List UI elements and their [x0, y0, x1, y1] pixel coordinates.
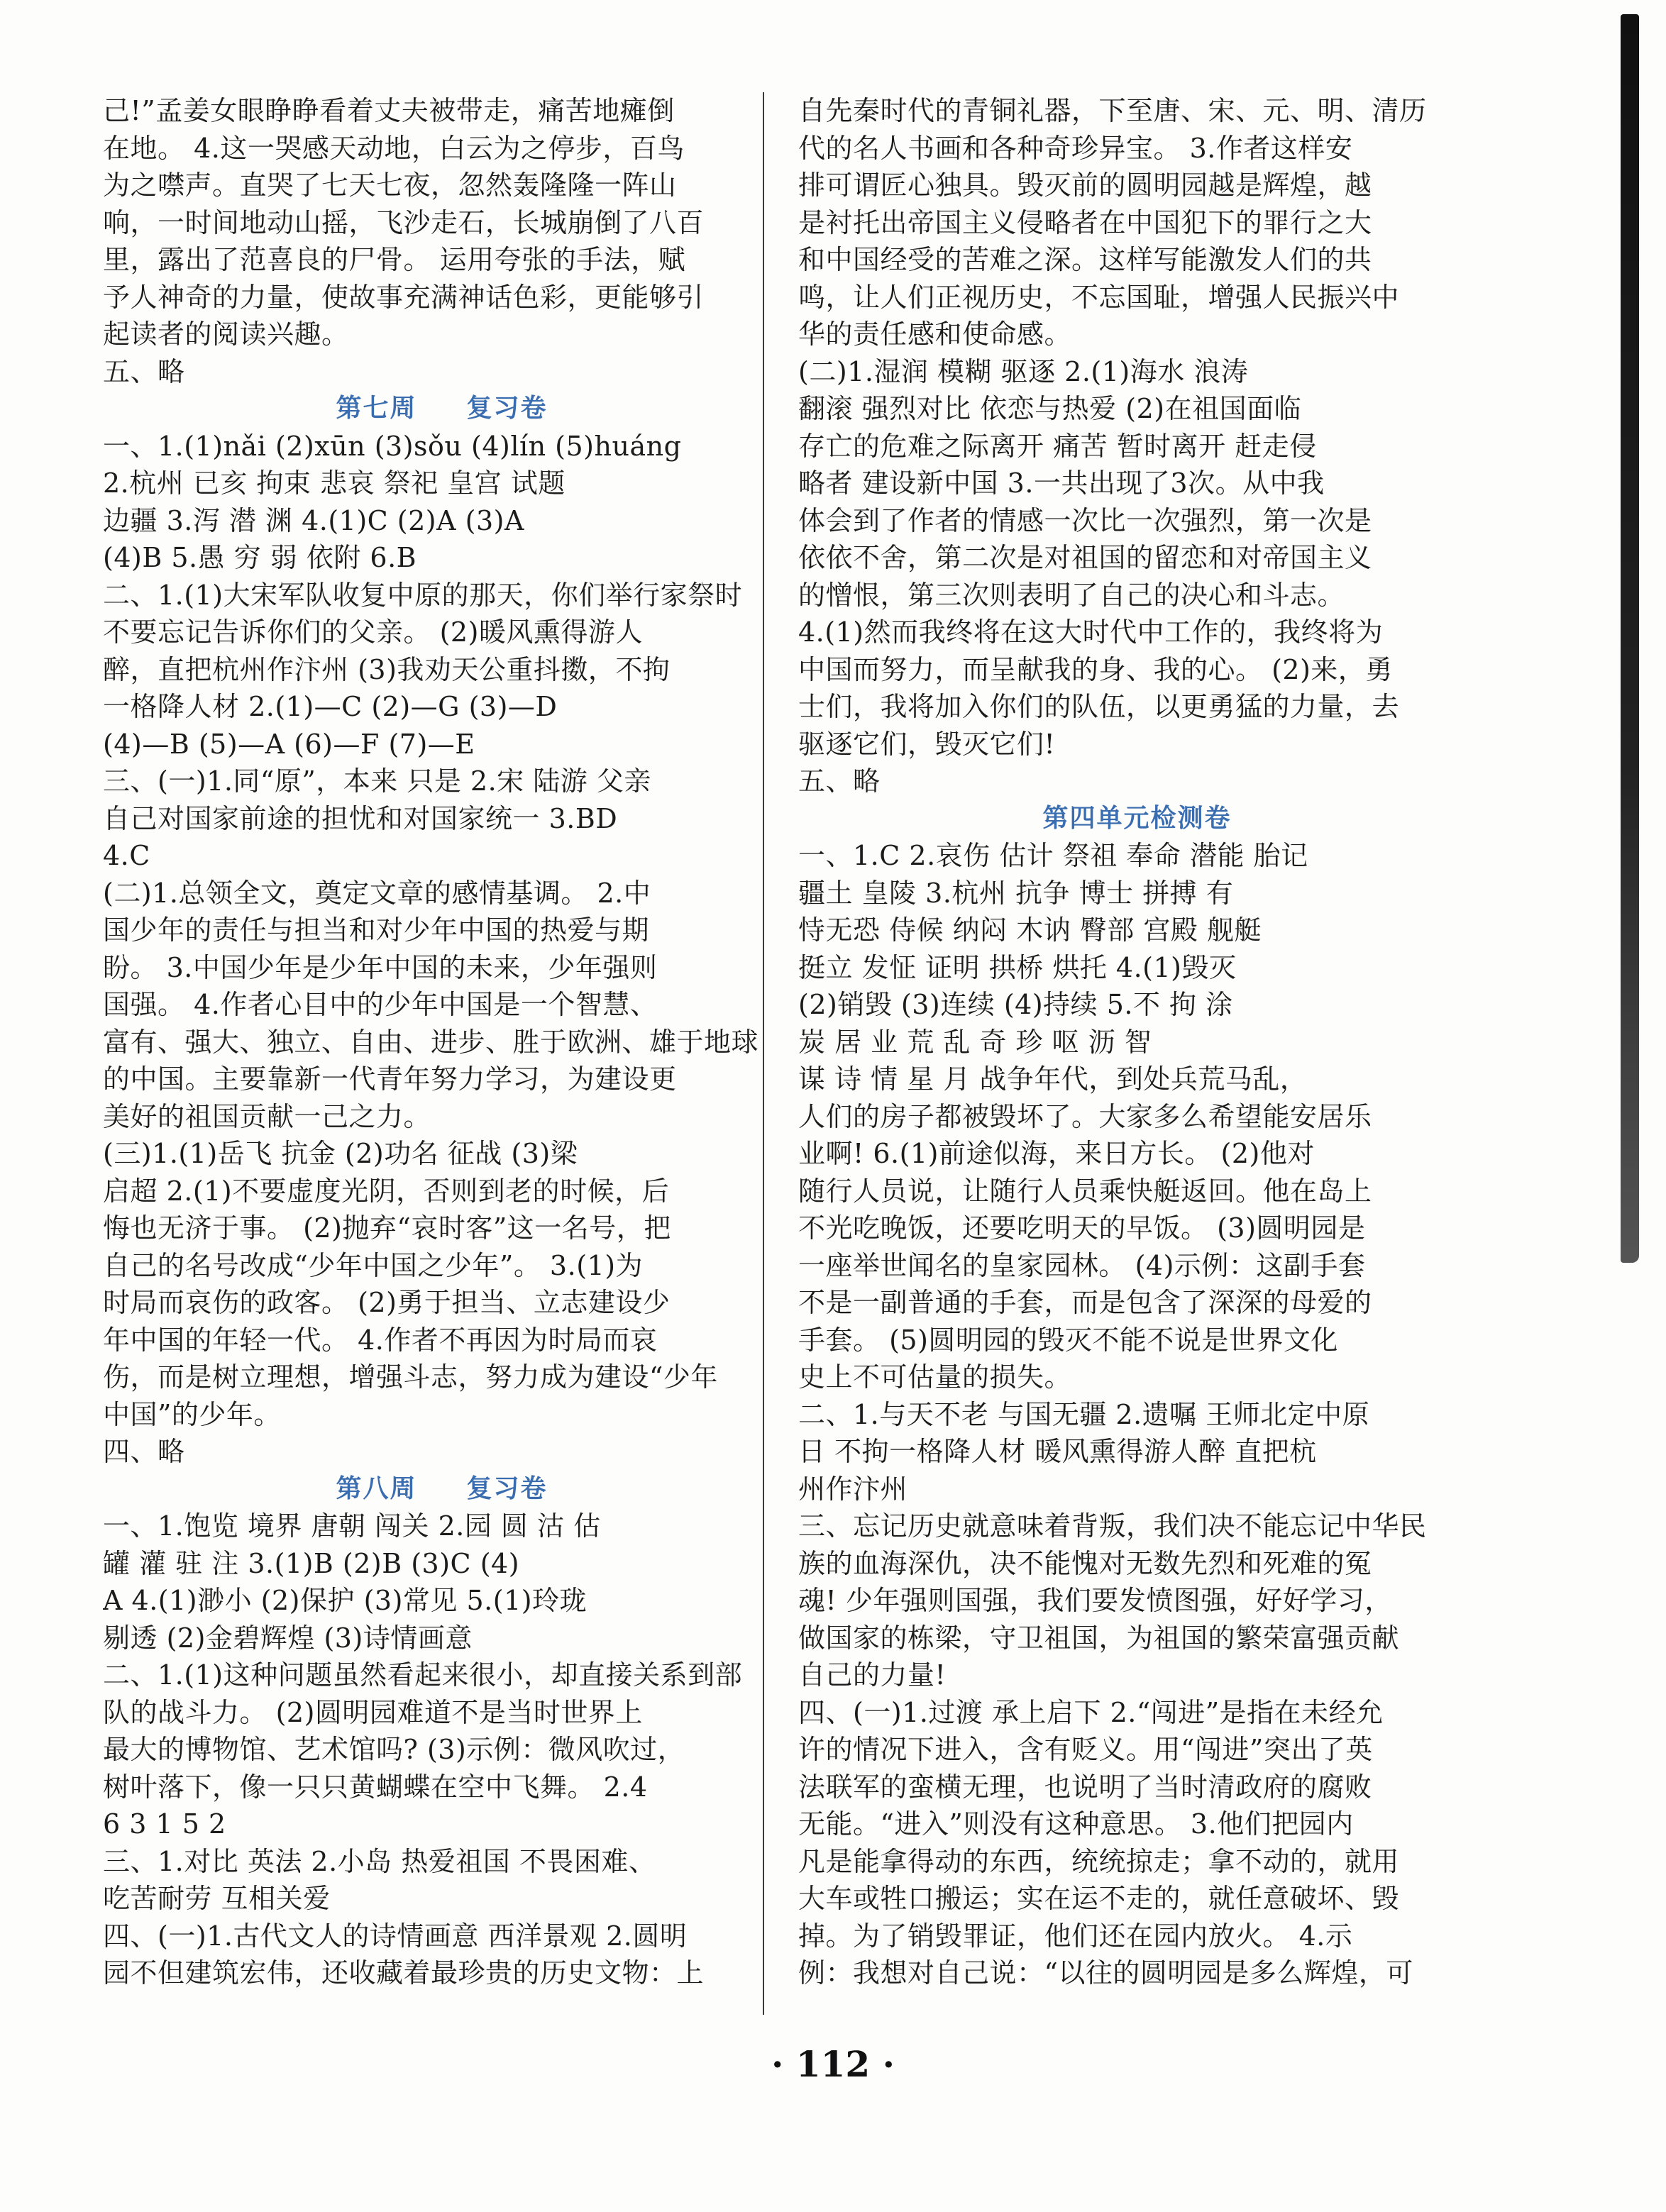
answer-line: 凡是能拿得动的东西，统统掠走；拿不动的，就用: [798, 1845, 1400, 1877]
answer-line: 6 3 1 5 2: [103, 1808, 226, 1840]
answer-line: 醉，直把杭州作汴州 (3)我劝天公重抖擞，不拘: [103, 653, 671, 685]
answer-line: 依依不舍，第二次是对祖国的留恋和对帝国主义: [798, 542, 1372, 573]
answer-line: 驱逐它们，毁灭它们!: [798, 728, 1056, 760]
answer-line: 响，一时间地动山摇，飞沙走石，长城崩倒了八百: [103, 206, 705, 238]
answer-line: (2)销毁 (3)连续 (4)持续 5.不 拘 涂: [798, 989, 1233, 1020]
answer-line: 园不但建筑宏伟，还收藏着最珍贵的历史文物：上: [103, 1957, 705, 1989]
answer-line: 随行人员说，让随行人员乘快艇返回。他在岛上: [798, 1175, 1372, 1207]
answer-line: 的中国。主要靠新一代青年努力学习，为建设更: [103, 1063, 677, 1095]
answer-line: 悔也无济于事。 (2)抛弃“哀时客”这一名号，把: [103, 1212, 671, 1244]
answer-line: 三、1.对比 英法 2.小岛 热爱祖国 不畏困难、: [103, 1845, 656, 1877]
answer-line: 三、(一)1.同“原”，本来 只是 2.宋 陆游 父亲: [103, 765, 651, 797]
answer-line: 一座举世闻名的皇家园林。 (4)示例：这副手套: [798, 1249, 1366, 1281]
answer-line: 在地。 4.这一哭感天动地，白云为之停步，百鸟: [103, 132, 685, 164]
answer-line: 手套。 (5)圆明园的毁灭不能不说是世界文化: [798, 1324, 1338, 1356]
answer-line: 的憎恨，第三次则表明了自己的决心和斗志。: [798, 579, 1345, 611]
answer-line: 四、(一)1.古代文人的诗情画意 西洋景观 2.圆明: [103, 1920, 688, 1952]
answer-line: 自己的名号改成“少年中国之少年”。 3.(1)为: [103, 1249, 644, 1281]
answer-line: 族的血海深仇，决不能愧对无数先烈和死难的冤: [798, 1547, 1372, 1579]
answer-line: 富有、强大、独立、自由、进步、胜于欧洲、雄于地球: [103, 1026, 759, 1058]
answer-line: 为之噤声。直哭了七天七夜，忽然轰隆隆一阵山: [103, 170, 677, 201]
answer-line: 炭 居 业 荒 乱 奇 珍 呕 沥 智: [798, 1026, 1152, 1058]
answer-line: 国强。 4.作者心目中的少年中国是一个智慧、: [103, 989, 658, 1020]
answer-line: 自先秦时代的青铜礼器，下至唐、宋、元、明、清历: [798, 95, 1427, 126]
answer-line: 五、略: [103, 355, 185, 387]
answer-line: 挺立 发怔 证明 拱桥 烘托 4.(1)毁灭: [798, 951, 1237, 983]
answer-line: 不要忘记告诉你们的父亲。 (2)暖风熏得游人: [103, 616, 643, 648]
left-column: [103, 92, 780, 1992]
answer-line: 一、1.(1)nǎi (2)xūn (3)sǒu (4)lín (5)huáng: [103, 430, 682, 462]
answer-line: 中国而努力，而呈献我的身、我的心。 (2)来，勇: [798, 653, 1393, 685]
answer-line: 州作汴州: [798, 1473, 908, 1505]
answer-line: (二)1.湿润 模糊 驱逐 2.(1)海水 浪涛: [798, 355, 1249, 387]
answer-line: 不光吃晚饭，还要吃明天的早饭。 (3)圆明园是: [798, 1212, 1366, 1244]
answer-line: 略者 建设新中国 3.一共出现了3次。从中我: [798, 468, 1325, 499]
answer-line: 起读者的阅读兴趣。: [103, 319, 349, 350]
answer-line: 里，露出了范喜良的尸骨。 运用夸张的手法，赋: [103, 244, 686, 275]
answer-line: 代的名人书画和各种奇珍异宝。 3.作者这样安: [798, 132, 1353, 164]
answer-line: 4.C: [103, 840, 150, 871]
answer-line: 年中国的年轻一代。 4.作者不再因为时局而哀: [103, 1324, 658, 1356]
answer-line: 许的情况下进入，含有贬义。用“闯进”突出了英: [798, 1734, 1373, 1765]
answer-line: 疆土 皇陵 3.杭州 抗争 博士 拼搏 有: [798, 877, 1234, 909]
answer-line: 启超 2.(1)不要虚度光阴，否则到老的时候，后: [103, 1175, 670, 1207]
answer-line: 和中国经受的苦难之深。这样写能激发人们的共: [798, 244, 1372, 275]
answer-line: 2.杭州 已亥 拘束 悲哀 祭祀 皇宫 试题: [103, 468, 566, 499]
answer-line: 五、略: [798, 765, 881, 797]
answer-line: 队的战斗力。 (2)圆明园难道不是当时世界上: [103, 1696, 643, 1728]
answer-line: 不是一副普通的手套，而是包含了深深的母爱的: [798, 1287, 1372, 1318]
answer-line: 三、忘记历史就意味着背叛，我们决不能忘记中华民: [798, 1510, 1427, 1542]
answer-line: 4.(1)然而我终将在这大时代中工作的，我终将为: [798, 616, 1384, 648]
answer-line: 排可谓匠心独具。毁灭前的圆明园越是辉煌，越: [798, 170, 1372, 201]
answer-line: 恃无恐 侍候 纳闷 木讷 臀部 宫殿 舰艇: [798, 914, 1262, 946]
scan-edge-mark: [1621, 14, 1639, 1263]
answer-line: 日 不拘一格降人材 暖风熏得游人醉 直把杭: [798, 1436, 1317, 1467]
answer-line: (4)—B (5)—A (6)—F (7)—E: [103, 728, 475, 760]
answer-line: (二)1.总领全文，奠定文章的感情基调。 2.中: [103, 877, 651, 909]
answer-line: 一、1.饱览 境界 唐朝 闯关 2.园 圆 沽 估: [103, 1510, 601, 1542]
answer-line: 掉。为了销毁罪证，他们还在园内放火。 4.示: [798, 1920, 1353, 1952]
answer-line: 四、(一)1.过渡 承上启下 2.“闯进”是指在未经允: [798, 1696, 1384, 1728]
answer-line: 自己的力量!: [798, 1659, 947, 1691]
answer-line: 盼。 3.中国少年是少年中国的未来，少年强则: [103, 951, 658, 983]
answer-line: 谋 诗 情 星 月 战争年代，到处兵荒马乱，: [798, 1063, 1308, 1095]
answer-line: 美好的祖国贡献一己之力。: [103, 1100, 431, 1132]
answer-line: 例：我想对自己说：“以往的圆明园是多么辉煌，可: [798, 1957, 1413, 1989]
answer-line: 一格降人材 2.(1)—C (2)—G (3)—D: [103, 691, 558, 722]
section-heading-part: 第八周: [336, 1473, 417, 1503]
answer-line: 自己对国家前途的担忧和对国家统一 3.BD: [103, 802, 618, 834]
answer-line: A 4.(1)渺小 (2)保护 (3)常见 5.(1)玲珑: [103, 1585, 587, 1616]
answer-line: 中国”的少年。: [103, 1398, 281, 1430]
answer-line: 剔透 (2)金碧辉煌 (3)诗情画意: [103, 1622, 473, 1654]
answer-line: (三)1.(1)岳飞 抗金 (2)功名 征战 (3)梁: [103, 1138, 578, 1169]
answer-line: 边疆 3.泻 潜 渊 4.(1)C (2)A (3)A: [103, 504, 524, 536]
answer-line: 国少年的责任与担当和对少年中国的热爱与期: [103, 914, 650, 946]
answer-line: 二、1.(1)大宋军队收复中原的那天，你们举行家祭时: [103, 579, 743, 611]
answer-line: 法联军的蛮横无理，也说明了当时清政府的腐败: [798, 1771, 1372, 1803]
column-divider: [763, 92, 764, 2015]
answer-line: 业啊! 6.(1)前途似海，来日方长。 (2)他对: [798, 1138, 1315, 1169]
answer-line: 无能。“进入”则没有这种意思。 3.他们把园内: [798, 1808, 1354, 1840]
section-heading-part: 第四单元检测卷: [1042, 803, 1232, 833]
answer-line: 树叶落下，像一只只黄蝴蝶在空中飞舞。 2.4: [103, 1771, 648, 1803]
answer-line: (4)B 5.愚 穷 弱 依附 6.B: [103, 542, 417, 573]
page-number: · 112 ·: [771, 2043, 895, 2085]
answer-line: 士们，我将加入你们的队伍，以更勇猛的力量，去: [798, 691, 1400, 722]
section-heading-part: 第七周: [336, 394, 417, 423]
section-heading-part: 复习卷: [466, 394, 548, 423]
answer-line: 体会到了作者的情感一次比一次强烈，第一次是: [798, 504, 1372, 536]
section-heading: [103, 1471, 780, 1508]
answer-line: 罐 灌 驻 注 3.(1)B (2)B (3)C (4): [103, 1547, 520, 1579]
answer-line: 最大的博物馆、艺术馆吗? (3)示例：微风吹过，: [103, 1734, 685, 1765]
answer-line: 翻滚 强烈对比 依恋与热爱 (2)在祖国面临: [798, 393, 1302, 424]
answer-line: 存亡的危难之际离开 痛苦 暂时离开 赶走侵: [798, 430, 1317, 462]
answer-line: 伤，而是树立理想，增强斗志，努力成为建设“少年: [103, 1361, 718, 1393]
answer-line: 二、1.与天不老 与国无疆 2.遗嘱 王师北定中原: [798, 1398, 1370, 1430]
section-heading-part: 复习卷: [466, 1473, 548, 1503]
answer-line: 鸣，让人们正视历史，不忘国耻，增强人民振兴中: [798, 281, 1400, 313]
answer-line: 一、1.C 2.哀伤 估计 祭祖 奉命 潜能 胎记: [798, 840, 1308, 871]
answer-line: 己!”孟姜女眼睁睁看着丈夫被带走，痛苦地瘫倒: [103, 95, 675, 126]
answer-line: 人们的房子都被毁坏了。大家多么希望能安居乐: [798, 1100, 1372, 1132]
answer-line: 做国家的栋梁，守卫祖国，为祖国的繁荣富强贡献: [798, 1622, 1400, 1654]
section-heading: [103, 390, 780, 428]
answer-line: 时局而哀伤的政客。 (2)勇于担当、立志建设少: [103, 1287, 671, 1318]
answer-line: 予人神奇的力量，使故事充满神话色彩，更能够引: [103, 281, 705, 313]
answer-line: 吃苦耐劳 互相关爱: [103, 1883, 331, 1914]
right-column: [798, 92, 1476, 1992]
answer-line: 四、略: [103, 1436, 185, 1467]
answer-line: 大车或牲口搬运；实在运不走的，就任意破坏、毁: [798, 1883, 1400, 1914]
answer-line: 魂! 少年强则国强，我们要发愤图强，好好学习，: [798, 1585, 1392, 1616]
section-heading: [798, 800, 1476, 838]
answer-line: 史上不可估量的损失。: [798, 1361, 1072, 1393]
answer-line: 二、1.(1)这种问题虽然看起来很小，却直接关系到部: [103, 1659, 743, 1691]
answer-line: 是衬托出帝国主义侵略者在中国犯下的罪行之大: [798, 206, 1372, 238]
answer-line: 华的责任感和使命感。: [798, 319, 1072, 350]
